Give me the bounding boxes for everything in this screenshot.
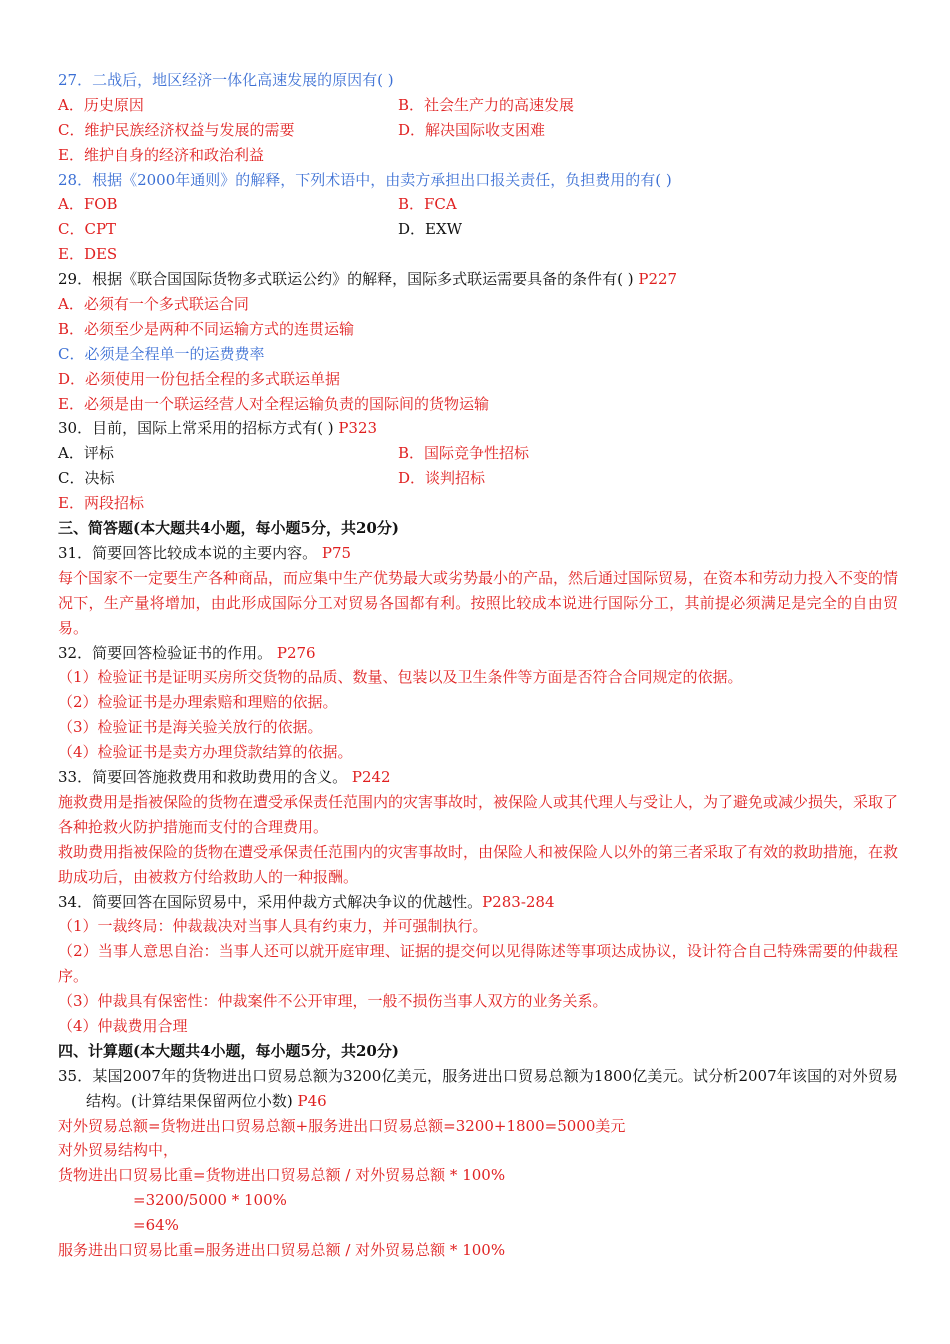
q27-option-c: C．维护民族经济权益与发展的需要 <box>58 120 295 139</box>
q28-option-c: C．CPT <box>58 220 117 239</box>
q34-stem: 34．简要回答在国际贸易中，采用仲裁方式解决争议的优越性。 <box>58 892 483 911</box>
q30-page-ref: P323 <box>333 419 378 438</box>
q28-option-b: B．FCA <box>398 195 457 214</box>
q34-stem-line <box>58 890 898 915</box>
q29-page-ref: P227 <box>633 270 678 289</box>
q30-option-a: A．评标 <box>58 444 114 463</box>
q29-option-a: A．必须有一个多式联运合同 <box>58 295 249 314</box>
q30-option-c: C．决标 <box>58 469 115 488</box>
q30-option-b: B．国际竞争性招标 <box>398 444 530 463</box>
q28-options-ab <box>58 192 898 217</box>
q32-stem-line <box>58 641 898 666</box>
q28-options-cd <box>58 217 898 242</box>
q34-answer-item: （1）一裁终局：仲裁裁决对当事人具有约束力，并可强制执行。 <box>58 917 488 936</box>
q33-answer-para-2: 救助费用指被保险的货物在遭受承保责任范围内的灾害事故时，由保险人和被保险人以外的第三者采取了有效的救助措施，在救助成功后，由被救方付给救助人的一种报酬。 <box>58 842 899 886</box>
q27-options-ab <box>58 93 898 118</box>
q31-answer: 每个国家不一定要生产各种商品，而应集中生产优势最大或劣势最小的产品，然后通过国际贸易，在资本和劳动力投入不变的情况下，生产量将增加，由此形成国际分工对贸易各国都有利。按照比较成本说进行国际分工，其前提必须满足是完全的自由贸易。 <box>58 568 899 637</box>
q35-calc-line: =64% <box>133 1216 179 1235</box>
section-4-heading: 四、计算题(本大题共4小题，每小题5分，共20分) <box>58 1041 399 1060</box>
q35-calc-line: 货物进出口贸易比重=货物进出口贸易总额 / 对外贸易总额 * 100% <box>58 1166 506 1185</box>
q35-calc-line: 对外贸易结构中， <box>58 1141 179 1160</box>
q29-option-e: E．必须是由一个联运经营人对全程运输负责的国际间的货物运输 <box>58 394 489 413</box>
q32-stem: 32．简要回答检验证书的作用。 <box>58 643 273 662</box>
q28-option-e: E．DES <box>58 245 118 264</box>
q32-answer-item: （1）检验证书是证明买房所交货物的品质、数量、包装以及卫生条件等方面是否符合合同规定的依据。 <box>58 668 743 687</box>
q30-option-e: E．两段招标 <box>58 494 144 513</box>
q34-answer-item: （3）仲裁具有保密性：仲裁案件不公开审理，一般不损伤当事人双方的业务关系。 <box>58 992 608 1011</box>
q28-stem: 28．根据《2000年通则》的解释，下列术语中，由卖方承担出口报关责任，负担费用的有( ) <box>58 170 672 189</box>
q34-answer-item: （4）仲裁费用合理 <box>58 1016 188 1035</box>
q29-option-c: C．必须是全程单一的运费费率 <box>58 344 265 363</box>
q35-calc-line: =3200/5000 * 100% <box>133 1191 287 1210</box>
q35-stem: 35．某国2007年的货物进出口贸易总额为3200亿美元，服务进出口贸易总额为1800亿美元。试分析2007年该国的对外贸易结构。(计算结果保留两位小数) <box>58 1066 898 1110</box>
q32-page-ref: P276 <box>272 643 316 662</box>
q35-calc-line: 对外贸易总额=货物进出口贸易总额+服务进出口贸易总额=3200+1800=5000美元 <box>58 1116 626 1135</box>
q30-options-ab <box>58 441 898 466</box>
q32-answer-item: （4）检验证书是卖方办理贷款结算的依据。 <box>58 743 353 762</box>
q33-stem: 33．简要回答施救费用和救助费用的含义。 <box>58 767 348 786</box>
q31-stem-line <box>58 541 898 566</box>
q30-stem: 30．目前，国际上常采用的招标方式有( ) <box>58 419 334 438</box>
q30-options-cd <box>58 466 898 491</box>
q29-stem: 29．根据《联合国国际货物多式联运公约》的解释，国际多式联运需要具备的条件有( ) <box>58 270 634 289</box>
q35-page-ref: P46 <box>292 1091 327 1110</box>
q34-answer-item: （2）当事人意思自治：当事人还可以就开庭审理、证据的提交何以见得陈述等事项达成协议，设计符合自己特殊需要的仲裁程序。 <box>58 942 898 986</box>
q29-stem-line <box>58 267 898 292</box>
q28-option-a: A．FOB <box>58 195 118 214</box>
q27-stem: 27．二战后，地区经济一体化高速发展的原因有( ) <box>58 71 394 89</box>
q27-option-b: B．社会生产力的高速发展 <box>398 95 575 114</box>
q27-option-e: E．维护自身的经济和政治利益 <box>58 145 264 164</box>
q29-option-b: B．必须至少是两种不同运输方式的连贯运输 <box>58 319 355 338</box>
q27-option-d: D．解决国际收支困难 <box>398 120 546 139</box>
q35-calc-line: 服务进出口贸易比重=服务进出口贸易总额 / 对外贸易总额 * 100% <box>58 1241 506 1260</box>
q32-answer-item: （3）检验证书是海关验关放行的依据。 <box>58 718 323 737</box>
q33-answer-para-1: 施救费用是指被保险的货物在遭受承保责任范围内的灾害事故时，被保险人或其代理人与受让人，为了避免或减少损失，采取了各种抢救火防护措施而支付的合理费用。 <box>58 792 899 836</box>
exam-page <box>58 68 898 1263</box>
q30-stem-line <box>58 416 898 441</box>
q31-stem: 31．简要回答比较成本说的主要内容。 <box>58 543 318 562</box>
q28-option-d: D．EXW <box>398 220 463 239</box>
q33-page-ref: P242 <box>347 767 391 786</box>
q27-option-a: A．历史原因 <box>58 95 144 114</box>
q30-option-d: D．谈判招标 <box>398 469 486 488</box>
q33-stem-line <box>58 765 898 790</box>
q27-options-cd <box>58 118 898 143</box>
q32-answer-item: （2）检验证书是办理索赔和理赔的依据。 <box>58 693 338 712</box>
q35-stem-block <box>58 1064 898 1114</box>
section-3-heading: 三、简答题(本大题共4小题，每小题5分，共20分) <box>58 519 399 538</box>
q34-page-ref: P283-284 <box>482 892 555 911</box>
q31-page-ref: P75 <box>317 543 352 562</box>
q29-option-d: D．必须使用一份包括全程的多式联运单据 <box>58 369 341 388</box>
